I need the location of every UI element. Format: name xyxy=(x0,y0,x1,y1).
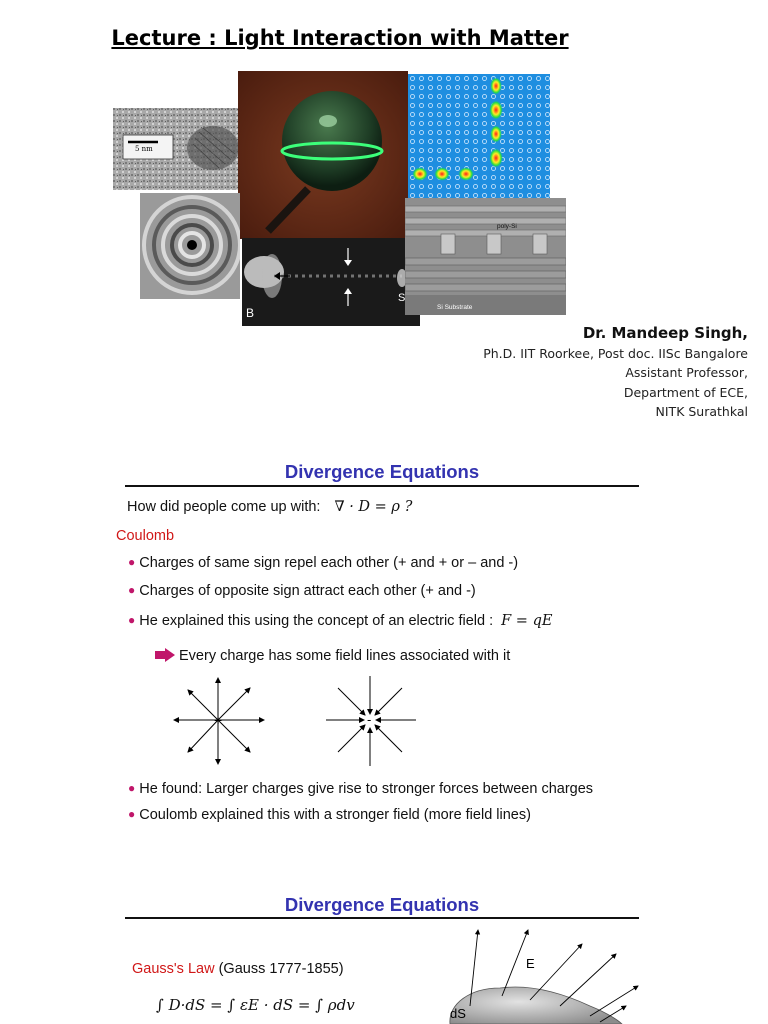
bullet-text: He explained this using the concept of an electric field : xyxy=(139,613,494,629)
slide2-heading-rule xyxy=(125,485,639,487)
slide3-heading-rule xyxy=(125,917,639,919)
gauss-law-name: Gauss's Law xyxy=(132,961,215,977)
sem-woodpile-structure-image xyxy=(405,198,566,315)
concentric-ring-resonator-image xyxy=(140,193,240,299)
field-lines-note xyxy=(155,648,510,664)
gaussian-surface-figure xyxy=(440,926,640,1024)
right-arrow-icon xyxy=(155,648,175,662)
field-lines-diagram xyxy=(166,672,436,772)
waveguide-label-b: B xyxy=(246,306,255,320)
slide2-heading: Divergence Equations xyxy=(284,461,480,482)
bullet-dot-icon: ● xyxy=(128,613,136,627)
positive-charge-symbol: + xyxy=(214,712,223,728)
waveguide-emission-image xyxy=(242,238,420,326)
field-label-e: E xyxy=(526,956,535,971)
photonic-crystal-field-image xyxy=(408,74,550,198)
question-line xyxy=(127,499,412,515)
author-block xyxy=(483,324,748,422)
bullet-text: Coulomb explained this with a stronger field (more field lines) xyxy=(139,807,531,823)
coulomb-label: Coulomb xyxy=(116,528,175,544)
gauss-law-dates: (Gauss 1777-1855) xyxy=(218,961,344,977)
bullet-text: Charges of opposite sign attract each other (+ and -) xyxy=(139,583,476,599)
bullet-text: He found: Larger charges give rise to stronger forces between charges xyxy=(139,781,594,797)
gauss-law-equation: ∫ D·dS = ∫ εE · dS = ∫ ρdv xyxy=(156,996,355,1014)
bullet-same-sign xyxy=(128,555,518,571)
bullet-opposite-sign xyxy=(128,583,476,599)
bullet-dot-icon: ● xyxy=(128,583,136,597)
author-name: Dr. Mandeep Singh, xyxy=(582,324,748,342)
si-substrate-label: Si Substrate xyxy=(437,304,473,311)
field-lines-note-text: Every charge has some field lines associated with it xyxy=(179,648,511,664)
scale-bar-label: 5 nm xyxy=(135,145,153,153)
question-prefix: How did people come up with: xyxy=(127,499,321,515)
author-credentials: Ph.D. IIT Roorkee, Post doc. IISc Bangalore xyxy=(483,345,748,361)
bullet-dot-icon: ● xyxy=(128,781,136,795)
bullet-dot-icon: ● xyxy=(128,555,136,569)
author-department: Department of ECE, xyxy=(623,384,748,400)
microsphere-resonator-image xyxy=(238,71,408,239)
bullet-stronger-field xyxy=(128,807,531,823)
bullet-larger-charges xyxy=(128,781,593,797)
bullet-dot-icon: ● xyxy=(128,807,136,821)
waveguide-label-s: S xyxy=(398,292,406,304)
author-institution: NITK Surathkal xyxy=(655,404,748,419)
bullet-text: Charges of same sign repel each other (+ and + or – and -) xyxy=(139,555,519,571)
slide3-heading: Divergence Equations xyxy=(284,894,480,915)
divergence-equation: ∇ · D = ρ ? xyxy=(334,499,413,515)
author-position: Assistant Professor, xyxy=(625,365,748,380)
surface-element-label-ds: dS xyxy=(450,1006,466,1021)
gauss-law-line xyxy=(132,961,344,977)
poly-si-label: poly-Si xyxy=(497,223,517,230)
bullet-electric-field xyxy=(128,613,552,629)
force-field-equation: F = qE xyxy=(501,613,553,629)
negative-charge-symbol: - xyxy=(367,712,372,727)
lecture-title: Lecture : Light Interaction with Matter xyxy=(111,26,569,50)
